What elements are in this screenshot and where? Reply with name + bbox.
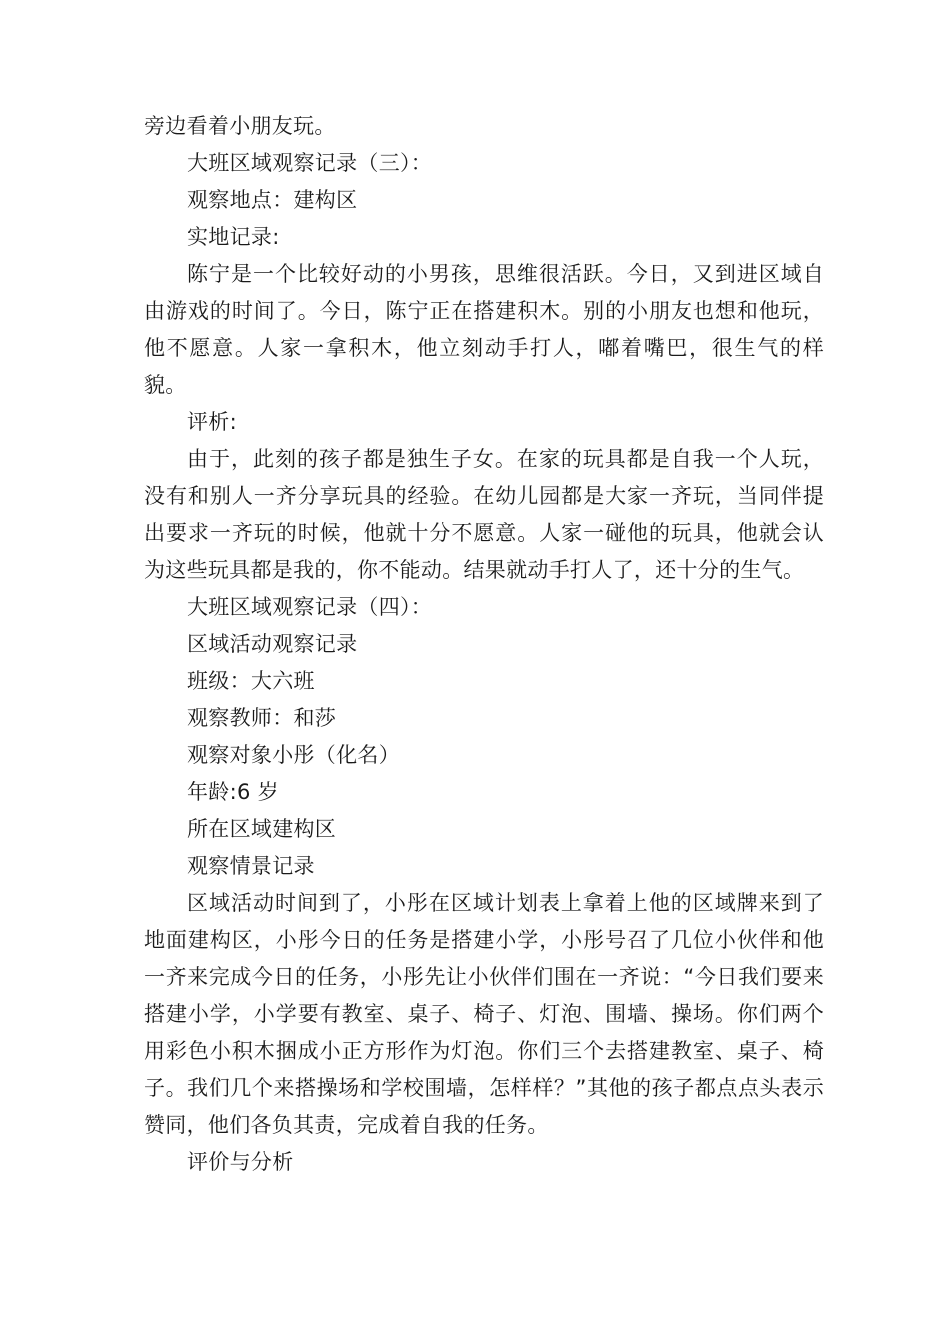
record3-field-label: 实地记录:	[187, 225, 280, 249]
record4-age: 年龄:6 岁	[187, 780, 279, 804]
record4-class: 班级：大六班	[187, 669, 315, 693]
record3-analysis-paragraph: 由于，此刻的孩子都是独生子女。在家的玩具都是自我一个人玩，没有和别人一齐分享玩具的经验。在幼儿园都是大家一齐玩，当同伴提出要求一齐玩的时候，他就十分不愿意。人家一碰他的玩具，他就会认为这些玩具都是我的，你不能动。结果就动手打人了，还十分的生气。	[144, 447, 824, 582]
record4-area: 所在区域建构区	[187, 817, 337, 841]
record4-scene-label: 观察情景记录	[187, 854, 315, 878]
record4-title: 区域活动观察记录	[187, 632, 358, 656]
record3-location: 观察地点：建构区	[187, 188, 358, 212]
record4-scene-paragraph: 区域活动时间到了，小彤在区域计划表上拿着上他的区域牌来到了地面建构区，小彤今日的任务是搭建小学，小彤号召了几位小伙伴和他一齐来完成今日的任务，小彤先让小伙伴们围在一齐说：“今日我们要来搭建小学，小学要有教室、桌子、椅子、灯泡、围墙、操场。你们两个用彩色小积木捆成小正方形作为灯泡。你们三个去搭建教室、桌子、椅子。我们几个来搭操场和学校围墙，怎样样？”其他的孩子都点点头表示赞同，他们各负其责，完成着自我的任务。	[144, 891, 824, 1137]
continuation-text: 旁边看着小朋友玩。	[144, 114, 336, 138]
record3-analysis-label: 评析:	[187, 410, 237, 434]
record3-heading: 大班区域观察记录（三）：	[187, 151, 433, 175]
record4-teacher: 观察教师：和莎	[187, 706, 337, 730]
document-page	[144, 108, 824, 1181]
record4-heading: 大班区域观察记录（四）：	[187, 595, 433, 619]
record4-evaluation-label: 评价与分析	[187, 1150, 294, 1174]
record4-subject: 观察对象小彤（化名）	[187, 743, 400, 767]
record3-field-paragraph: 陈宁是一个比较好动的小男孩，思维很活跃。今日，又到进区域自由游戏的时间了。今日，陈宁正在搭建积木。别的小朋友也想和他玩，他不愿意。人家一拿积木，他立刻动手打人，嘟着嘴巴，很生气的样貌。	[144, 262, 824, 397]
